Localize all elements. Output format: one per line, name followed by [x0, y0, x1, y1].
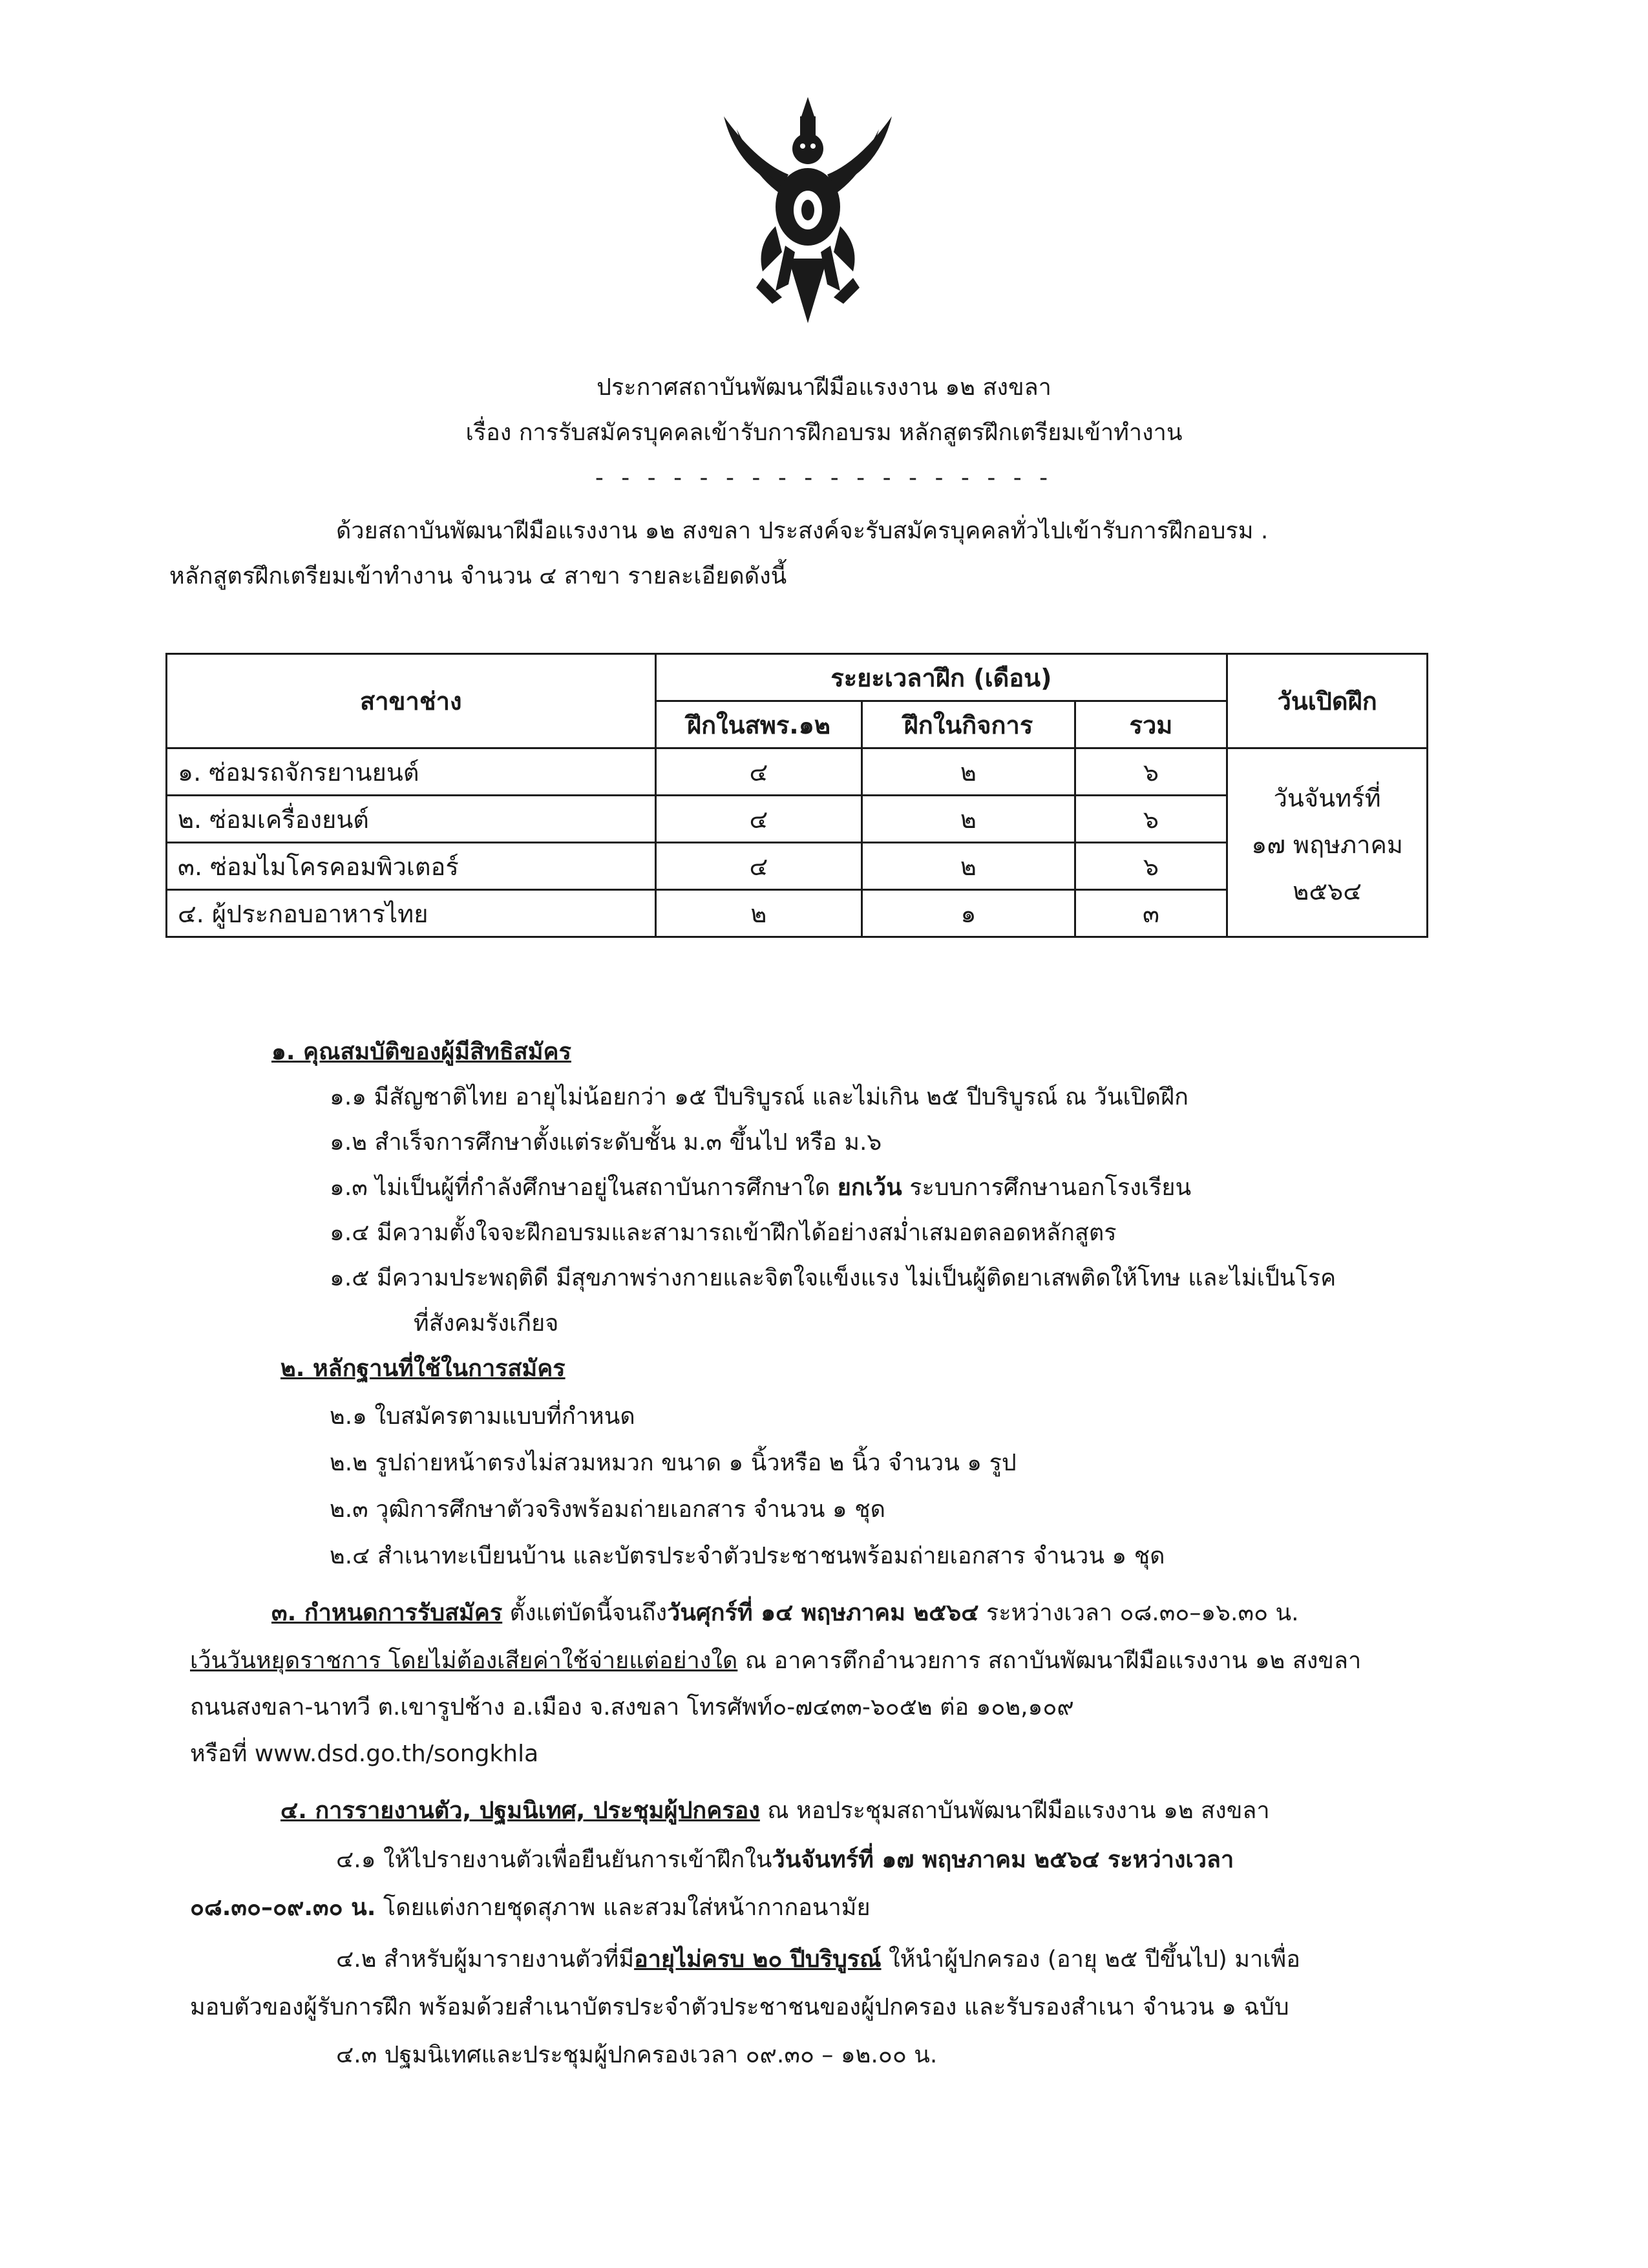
header-branch: สาขาช่าง — [167, 654, 656, 748]
section-3-deadline: วันศุกร์ที่ ๑๔ พฤษภาคม ๒๕๖๔ — [667, 1600, 979, 1626]
section-1-item-3 — [330, 1174, 1191, 1202]
section-4-item-1-time: ๐๘.๓๐–๐๙.๓๐ น. — [190, 1894, 376, 1921]
months-company: ๑ — [862, 890, 1075, 937]
course-table — [165, 653, 1428, 938]
section-4-item-1-date: วันจันทร์ที่ ๑๗ พฤษภาคม ๒๕๖๔ ระหว่างเวลา — [772, 1847, 1234, 1873]
section-4-heading: ๔. การรายงานตัว, ปฐมนิเทศ, ประชุมผู้ปกครอง — [280, 1797, 760, 1824]
header-title: ประกาศสถาบันพัฒนาฝีมือแรงงาน ๑๒ สงขลา — [597, 374, 1051, 401]
section-3-line-3: ถนนสงขลา-นาทวี ต.เขารูปช้าง อ.เมือง จ.สงขลา โทรศัพท์๐-๗๔๓๓-๖๐๕๒ ต่อ ๑๐๒,๑๐๙ — [190, 1694, 1074, 1721]
section-4-venue: ณ หอประชุมสถาบันพัฒนาฝีมือแรงงาน ๑๒ สงขลา — [759, 1797, 1270, 1824]
open-date-weekday: วันจันทร์ที่ — [1273, 784, 1381, 812]
section-2-item-3: ๒.๓ วุฒิการศึกษาตัวจริงพร้อมถ่ายเอกสาร จำนวน ๑ ชุด — [330, 1496, 886, 1523]
section-4-item-1-text: ๔.๑ ให้ไปรายงานตัวเพื่อยืนยันการเข้าฝึกใน — [336, 1847, 772, 1873]
section-2-item-1: ๒.๑ ใบสมัครตามแบบที่กำหนด — [330, 1403, 635, 1430]
section-1-item-3-rest: ระบบการศึกษานอกโรงเรียน — [902, 1174, 1192, 1201]
section-4-item-2-guardian: ให้นำผู้ปกครอง (อายุ ๒๕ ปีขึ้นไป) มาเพื่อ — [881, 1946, 1300, 1973]
section-3-location: ณ อาคารตึกอำนวยการ สถาบันพัฒนาฝีมือแรงงาน ๑๒ สงขลา — [737, 1648, 1362, 1674]
section-1-item-4: ๑.๔ มีความตั้งใจจะฝึกอบรมและสามารถเข้าฝึกได้อย่างสม่ำเสมอตลอดหลักสูตร — [330, 1220, 1117, 1246]
section-3-hours: ระหว่างเวลา ๐๘.๓๐–๑๖.๓๐ น. — [978, 1600, 1299, 1626]
section-1-heading: ๑. คุณสมบัติของผู้มีสิทธิสมัคร — [271, 1039, 571, 1065]
section-1-item-3-text: ๑.๓ ไม่เป็นผู้ที่กำลังศึกษาอยู่ในสถาบันการศึกษาใด — [330, 1174, 838, 1201]
section-1-item-5-cont: ที่สังคมรังเกียจ — [414, 1310, 559, 1337]
section-1-item-2: ๑.๒ สำเร็จการศึกษาตั้งแต่ระดับชั้น ม.๓ ขึ้นไป หรือ ม.๖ — [330, 1129, 882, 1156]
section-4-item-3: ๔.๓ ปฐมนิเทศและประชุมผู้ปกครองเวลา ๐๙.๓๐ – ๑๒.๐๐ น. — [336, 2042, 938, 2068]
months-total: ๖ — [1075, 843, 1227, 890]
section-1-item-1: ๑.๑ มีสัญชาติไทย อายุไม่น้อยกว่า ๑๕ ปีบริบูรณ์ และไม่เกิน ๒๕ ปีบริบูรณ์ ณ วันเปิดฝึก — [330, 1084, 1188, 1110]
branch-name: ๔. ผู้ประกอบอาหารไทย — [167, 890, 656, 937]
section-2-heading: ๒. หลักฐานที่ใช้ในการสมัคร — [280, 1355, 565, 1382]
section-4-item-1-cont — [190, 1894, 871, 1922]
header-divider: - - - - - - - - - - - - - - - - - - — [595, 465, 1053, 491]
months-total: ๖ — [1075, 748, 1227, 796]
header-institute: ฝึกในสพร.๑๒ — [655, 701, 862, 748]
section-3-line-1 — [271, 1599, 1299, 1627]
section-3-from: ตั้งแต่บัดนี้จนถึง — [502, 1600, 668, 1626]
months-total: ๓ — [1075, 890, 1227, 937]
intro-line-1: ด้วยสถาบันพัฒนาฝีมือแรงงาน ๑๒ สงขลา ประสงค์จะรับสมัครบุคคลทั่วไปเข้ารับการฝึกอบรม . — [336, 518, 1269, 544]
months-company: ๒ — [862, 748, 1075, 796]
header-duration: ระยะเวลาฝึก (เดือน) — [655, 654, 1227, 701]
garuda-emblem-icon — [711, 90, 905, 330]
months-institute: ๔ — [655, 843, 862, 890]
section-1-item-5: ๑.๕ มีความประพฤติดี มีสุขภาพร่างกายและจิตใจแข็งแรง ไม่เป็นผู้ติดยาเสพติดให้โทษ และไม่เป็นโรค — [330, 1265, 1336, 1291]
branch-name: ๓. ซ่อมไมโครคอมพิวเตอร์ — [167, 843, 656, 890]
section-3-line-4: หรือที่ www.dsd.go.th/songkhla — [190, 1741, 539, 1767]
months-institute: ๒ — [655, 890, 862, 937]
branch-name: ๑. ซ่อมรถจักรยานยนต์ — [167, 748, 656, 796]
section-1-item-3-exception: ยกเว้น — [837, 1174, 902, 1201]
open-date-day-month: ๑๗ พฤษภาคม — [1251, 831, 1403, 860]
section-3-line-2 — [190, 1647, 1361, 1675]
section-4-heading-line — [280, 1797, 1270, 1825]
branch-name: ๒. ซ่อมเครื่องยนต์ — [167, 796, 656, 843]
section-4-item-2-cont: มอบตัวของผู้รับการฝึก พร้อมด้วยสำเนาบัตรประจำตัวประชาชนของผู้ปกครอง และรับรองสำเนา จำนวน ๑ ฉบับ — [190, 1994, 1289, 2020]
months-company: ๒ — [862, 843, 1075, 890]
section-4-item-2-text: ๔.๒ สำหรับผู้มารายงานตัวที่มี — [336, 1946, 635, 1973]
open-date-cell — [1227, 748, 1428, 937]
table-row — [167, 748, 1428, 796]
months-institute: ๔ — [655, 748, 862, 796]
header-subject: เรื่อง การรับสมัครบุคคลเข้ารับการฝึกอบรม หลักสูตรฝึกเตรียมเข้าทำงาน — [465, 419, 1183, 446]
header-company: ฝึกในกิจการ — [862, 701, 1075, 748]
months-institute: ๔ — [655, 796, 862, 843]
section-4-item-1-dress: โดยแต่งกายชุดสุภาพ และสวมใส่หน้ากากอนามัย — [375, 1894, 871, 1921]
intro-line-2: หลักสูตรฝึกเตรียมเข้าทำงาน จำนวน ๔ สาขา รายละเอียดดังนี้ — [169, 563, 787, 589]
header-open-date: วันเปิดฝึก — [1227, 654, 1428, 748]
months-company: ๒ — [862, 796, 1075, 843]
open-date-year: ๒๕๖๔ — [1293, 877, 1362, 906]
section-4-item-1 — [336, 1846, 1234, 1874]
section-2-item-4: ๒.๔ สำเนาทะเบียนบ้าน และบัตรประจำตัวประชาชนพร้อมถ่ายเอกสาร จำนวน ๑ ชุด — [330, 1543, 1165, 1569]
section-2-item-2: ๒.๒ รูปถ่ายหน้าตรงไม่สวมหมวก ขนาด ๑ นิ้วหรือ ๒ นิ้ว จำนวน ๑ รูป — [330, 1450, 1017, 1476]
months-total: ๖ — [1075, 796, 1227, 843]
section-3-heading: ๓. กำหนดการรับสมัคร — [271, 1600, 503, 1626]
section-4-item-2 — [336, 1945, 1300, 1973]
header-total: รวม — [1075, 701, 1227, 748]
section-4-item-2-age: อายุไม่ครบ ๒๐ ปีบริบูรณ์ — [634, 1946, 882, 1973]
section-3-no-fee: เว้นวันหยุดราชการ โดยไม่ต้องเสียค่าใช้จ่ายแต่อย่างใด — [190, 1648, 738, 1674]
